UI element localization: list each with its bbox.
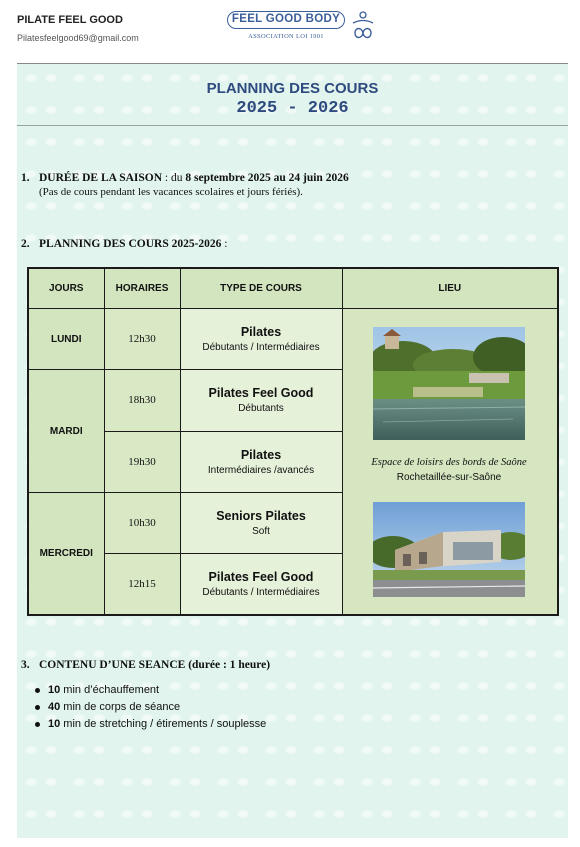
table-header-row <box>28 268 558 309</box>
course-name: Pilates <box>240 325 282 340</box>
photo-riverside <box>373 327 525 440</box>
logo-text: FEEL GOOD BODY <box>227 11 345 29</box>
photo-building <box>373 502 525 597</box>
bullet-icon <box>35 722 40 727</box>
section-duree-note: (Pas de cours pendant les vacances scolaires et jours fériés). <box>39 186 303 198</box>
section-number: 2. <box>21 238 30 250</box>
infinity-logo-icon <box>351 11 375 43</box>
location-content <box>343 310 558 614</box>
page-season: 2025 - 2026 <box>236 99 349 118</box>
logo <box>227 11 377 47</box>
hour-cell: 18h30 <box>104 370 180 431</box>
day-cell: MERCREDI <box>28 492 104 615</box>
course-name: Pilates Feel Good <box>208 570 314 585</box>
column-header: TYPE DE COURS <box>180 268 342 309</box>
course-level: Débutants / Intermédiaires <box>202 587 320 599</box>
course-name: Pilates <box>240 447 282 462</box>
day-cell: LUNDI <box>28 309 104 370</box>
section-label: PLANNING DES COURS 2025-2026 <box>39 238 222 250</box>
day-cell: MARDI <box>28 370 104 493</box>
schedule-table <box>27 267 559 616</box>
org-email[interactable]: Pilatesfeelgood69@gmail.com <box>17 33 139 43</box>
bullet-icon <box>35 705 40 710</box>
header-left <box>17 14 139 43</box>
section-duration: (durée : 1 heure) <box>185 659 271 671</box>
page-title: PLANNING DES COURS <box>206 80 379 97</box>
hour-cell: 12h15 <box>104 554 180 615</box>
course-cell <box>180 554 342 615</box>
course-cell <box>180 370 342 431</box>
list-item <box>33 716 266 733</box>
title-separator <box>17 125 568 126</box>
season-dates: 8 septembre 2025 au 24 juin 2026 <box>185 172 349 184</box>
course-name: Pilates Feel Good <box>208 386 314 401</box>
course-level: Débutants / Intermédiaires <box>202 342 320 354</box>
item-quantity: 10 <box>48 684 61 696</box>
section-label: CONTENU D’UNE SEANCE <box>39 659 186 671</box>
table-row <box>28 309 558 370</box>
section-suffix: : <box>221 238 228 250</box>
location-city: Rochetaillée-sur-Saône <box>396 471 502 483</box>
org-name: PILATE FEEL GOOD <box>17 14 123 26</box>
location-cell <box>342 309 558 615</box>
logo-subtitle: ASSOCIATION LOI 1901 <box>248 33 324 40</box>
item-text: min d’échauffement <box>60 684 160 696</box>
item-text: min de stretching / étirements / souplesse <box>60 718 267 730</box>
bullet-icon <box>35 688 40 693</box>
section-text: : du <box>162 172 186 184</box>
hour-cell: 12h30 <box>104 309 180 370</box>
location-name: Espace de loisirs des bords de Saône <box>371 456 527 468</box>
section-duree <box>21 172 349 184</box>
item-quantity: 10 <box>48 718 61 730</box>
section-label: DURÉE DE LA SAISON <box>39 172 163 184</box>
list-item <box>33 682 266 699</box>
item-quantity: 40 <box>48 701 61 713</box>
session-content-list <box>33 682 266 733</box>
column-header: JOURS <box>28 268 104 309</box>
column-header: HORAIRES <box>104 268 180 309</box>
course-level: Soft <box>252 526 270 538</box>
course-cell <box>180 492 342 553</box>
course-cell <box>180 309 342 370</box>
course-cell <box>180 431 342 492</box>
section-number: 3. <box>21 659 30 671</box>
list-item <box>33 699 266 716</box>
hour-cell: 10h30 <box>104 492 180 553</box>
hour-cell: 19h30 <box>104 431 180 492</box>
section-number: 1. <box>21 172 30 184</box>
column-header: LIEU <box>342 268 558 309</box>
section-contenu <box>21 659 270 671</box>
course-level: Intermédiaires /avancés <box>207 464 315 476</box>
item-text: min de corps de séance <box>60 701 181 713</box>
course-name: Seniors Pilates <box>216 509 306 524</box>
section-planning <box>21 238 228 250</box>
course-level: Débutants <box>238 403 284 415</box>
